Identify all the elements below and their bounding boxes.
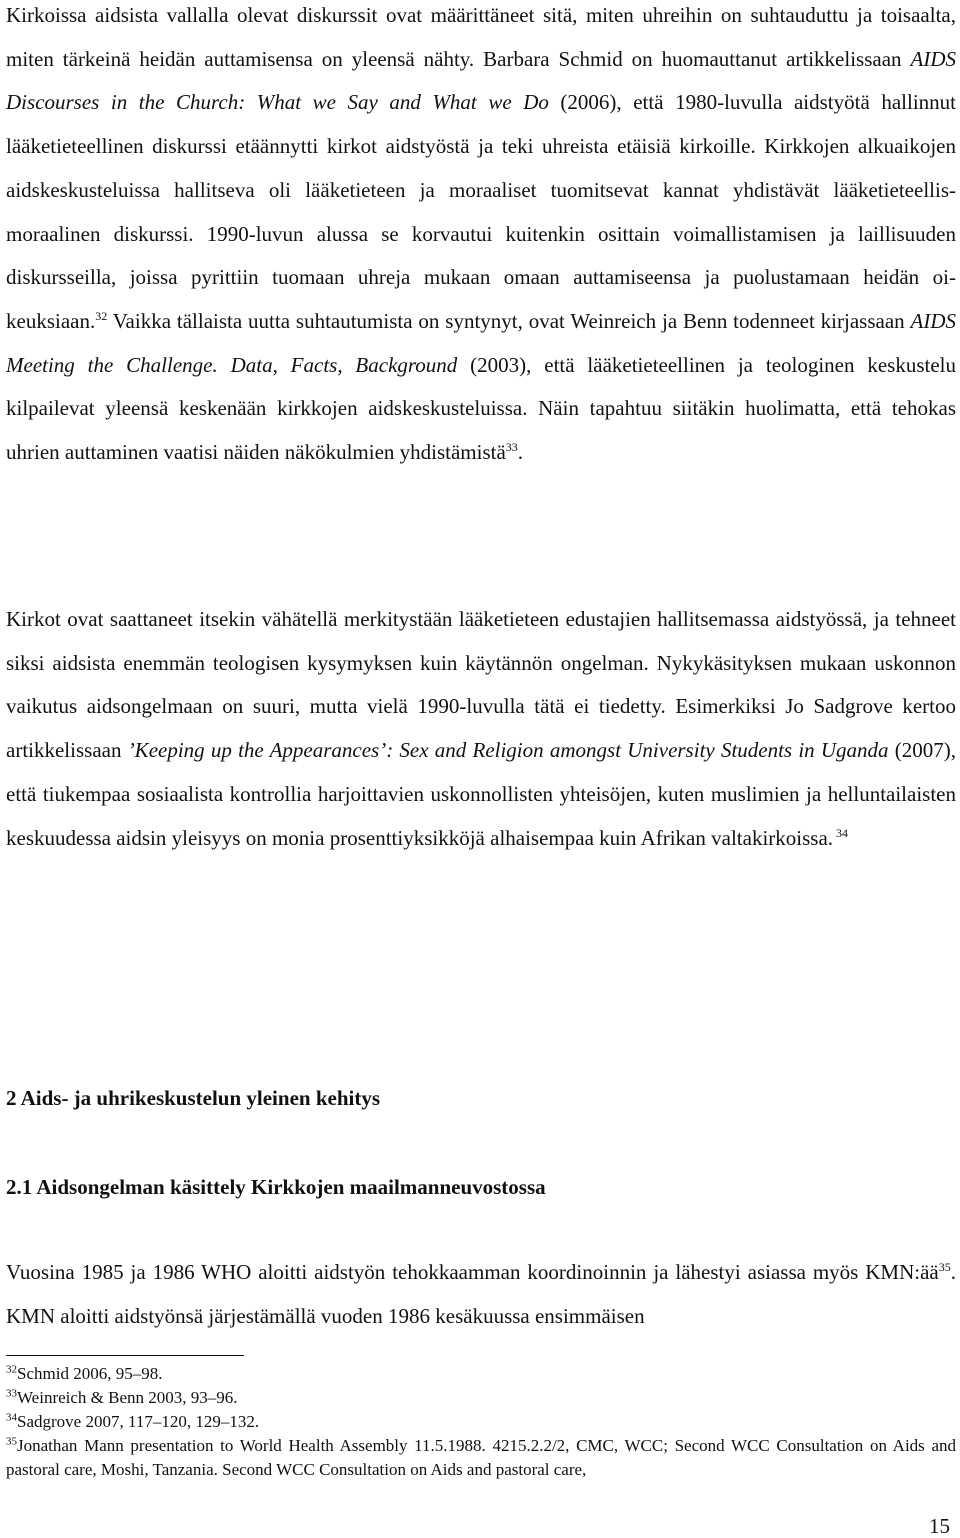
cited-title: AIDS Meeting the Challenge. Data, Facts, Background	[6, 308, 956, 377]
footnote-number: 32	[6, 1363, 17, 1376]
footnote-reference[interactable]: 33	[505, 440, 518, 455]
footnote-reference[interactable]: 32	[95, 308, 108, 323]
section-heading: 2.1 Aidsongelman käsittely Kirkkojen maailmanneuvostossa	[6, 1175, 546, 1199]
paragraph-text: . KMN aloitti aidstyönsä järjestämällä vuoden 1986 kesäkuussa ensimmäisen	[6, 1260, 956, 1328]
footnote-35	[6, 1434, 956, 1482]
document-page	[6, 0, 956, 1537]
footnote-reference[interactable]: 35	[938, 1260, 951, 1274]
paragraph-text: Vaikka tällaista uutta suhtautumista on syntynyt, ovat Weinreich ja Benn todenneet kirjassaan	[107, 308, 911, 333]
footnote-text: Sadgrove 2007, 117–120, 129–132.	[17, 1412, 260, 1431]
footnote-text: Jonathan Mann presentation to World Health Assembly 11.5.1988. 4215.2.2/2, CMC, WCC; Second WCC Consultation on Aids and pastoral care, Moshi, Tanzania. Second WCC Consultation on Aids and pastoral care,	[6, 1436, 956, 1479]
paragraph-text: Kirkot ovat saattaneet itsekin vähätellä merkitystään lääketieteen edustajien hallitsemassa aidstyössä, ja tehneet siksi aidsista enemmän teologisen kysymyksen kuin käytännön ongelman. Nykykäsityksen mukaan uskonnon vaikutus aidsongelmaan on suuri, mutta vielä 1990-luvulla tätä ei tiedetty. Esimerkiksi Jo Sadgrove kertoo artikkelissaan	[6, 607, 956, 763]
paragraph-text: Kirkoissa aidsista vallalla olevat diskurssit ovat määrittäneet sitä, miten uhreihin on suhtauduttu ja toisaalta, miten tärkeinä heidän auttamisensa on yleensä nähty. Barbara Schmid on huomauttanut artikkelissaan	[6, 3, 956, 71]
footnote-32	[6, 1362, 956, 1386]
footnote-reference[interactable]: 34	[833, 825, 849, 840]
cited-title: ’Keeping up the Appearances’: Sex and Religion amongst University Students in Uganda	[127, 738, 889, 763]
footnote-33	[6, 1386, 956, 1410]
footnote-34	[6, 1410, 956, 1434]
page-number: 15	[929, 1514, 950, 1538]
footnote-number: 33	[6, 1387, 17, 1400]
paragraph-text: Vuosina 1985 ja 1986 WHO aloitti aidstyön tehokkaamman koordinoinnin ja lähestyi asiassa myös KMN:ää	[6, 1260, 939, 1284]
footnote-separator	[6, 1355, 244, 1356]
footnote-text: Weinreich & Benn 2003, 93–96.	[17, 1388, 238, 1407]
paragraph-text: (2007), että tiukempaa sosiaalista kontrollia harjoittavien uskonnollisten yhteisöjen, kuten muslimien ja helluntailaisten keskuudessa aidsin yleisyys on monia prosenttiyksikköjä alhaisempaa kuin Afrikan valtakirkoissa.	[6, 738, 956, 850]
chapter-heading: 2 Aids- ja uhrikeskustelun yleinen kehitys	[6, 1086, 381, 1110]
cited-title: AIDS Discourses in the Church: What we Say and What we Do	[6, 46, 956, 115]
body-paragraph-1	[6, 0, 956, 475]
footnote-number: 34	[6, 1411, 17, 1424]
body-paragraph-2	[6, 598, 956, 860]
paragraph-text: (2006), että 1980-luvulla aidstyötä hallinnut lääketieteellinen diskurssi etäännytti kirkot aidstyöstä ja teki uhreista etäisiä kirkoille. Kirkkojen alkuaikojen aidskeskusteluissa hallitseva oli lääketieteen ja moraaliset tuomitsevat kannat yhdistävät lääketieteellis-moraalinen diskurssi. 1990-luvun alussa se korvautui kuitenkin osittain voimallistamisen ja laillisuuden diskursseilla, joissa pyrittiin tuomaan uhreja mukaan omaan auttamiseensa ja puolustamaan heidän oikeuksiaan.	[6, 90, 956, 333]
body-paragraph-3	[6, 1251, 956, 1338]
paragraph-text: .	[517, 440, 524, 465]
paragraph-text: (2003), että lääketieteellinen ja teologinen keskustelu kilpailevat yleensä keskenään kirkkojen aidskeskusteluissa. Näin tapahtuu siitäkin huolimatta, että tehokas uhrien auttaminen vaatisi näiden näkökulmien yhdistämistä	[6, 352, 957, 465]
footnote-number: 35	[6, 1435, 17, 1448]
footnote-text: Schmid 2006, 95–98.	[17, 1364, 163, 1383]
